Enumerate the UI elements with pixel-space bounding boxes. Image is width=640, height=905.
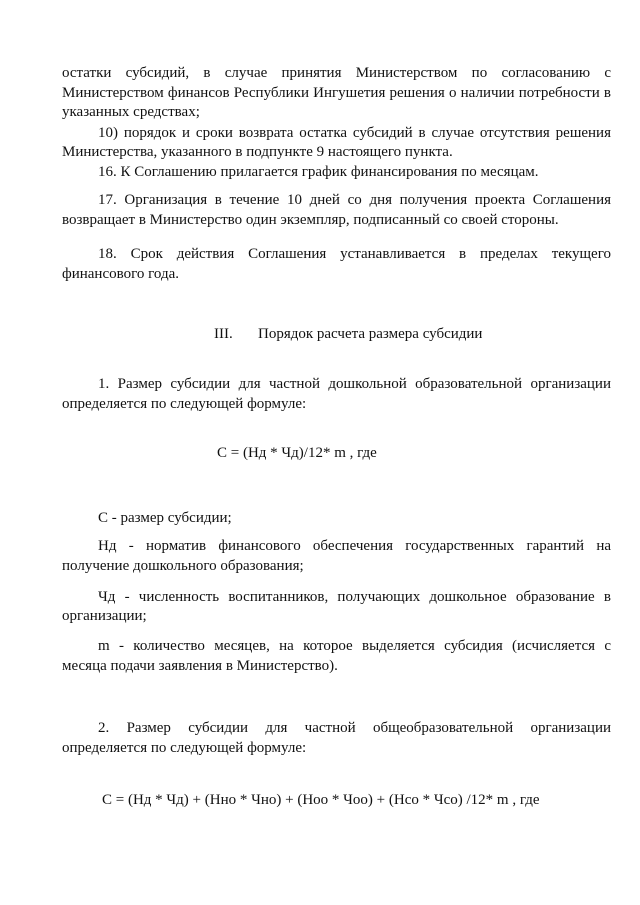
definition-line: получение дошкольного образования;	[62, 558, 304, 574]
section-title: Порядок расчета размера субсидии	[258, 326, 483, 342]
text-line: определяется по следующей формуле:	[62, 396, 307, 412]
definition-line: месяца подачи заявления в Министерство).	[62, 658, 338, 674]
text-line: определяется по следующей формуле:	[62, 740, 307, 756]
text-line: 1. Размер субсидии для частной дошкольной образовательной организации	[98, 376, 611, 392]
text-line: Министерством финансов Республики Ингушетия решения о наличии потребности в	[62, 85, 611, 101]
formula-1: С = (Нд * Чд)/12* m , где	[217, 445, 377, 461]
section-number: III.	[214, 326, 233, 342]
text-line: 18. Срок действия Соглашения устанавливается в пределах текущего	[98, 246, 611, 262]
text-line: 10) порядок и сроки возврата остатка субсидий в случае отсутствия решения	[98, 125, 611, 141]
definition-line: организации;	[62, 608, 147, 624]
formula-2: С = (Нд * Чд) + (Нно * Чно) + (Ноо * Чоо) + (Нсо * Чсо) /12* m , где	[102, 792, 540, 808]
text-line: финансового года.	[62, 266, 180, 282]
definition-line: Чд - численность воспитанников, получающих дошкольное образование в	[98, 589, 611, 605]
text-line: Министерства, указанного в подпункте 9 настоящего пункта.	[62, 144, 453, 160]
definition-line: Нд - норматив финансового обеспечения государственных гарантий на	[98, 538, 611, 554]
definition-line: С - размер субсидии;	[98, 510, 232, 526]
text-line: 2. Размер субсидии для частной общеобразовательной организации	[98, 720, 611, 736]
text-line: возвращает в Министерство один экземпляр, подписанный со своей стороны.	[62, 212, 559, 228]
text-line: указанных средствах;	[62, 104, 200, 120]
text-line: остатки субсидий, в случае принятия Министерством по согласованию с	[62, 65, 611, 81]
text-line: 16. К Соглашению прилагается график финансирования по месяцам.	[98, 164, 539, 180]
text-line: 17. Организация в течение 10 дней со дня получения проекта Соглашения	[98, 192, 611, 208]
definition-line: m - количество месяцев, на которое выделяется субсидия (исчисляется с	[98, 638, 611, 654]
